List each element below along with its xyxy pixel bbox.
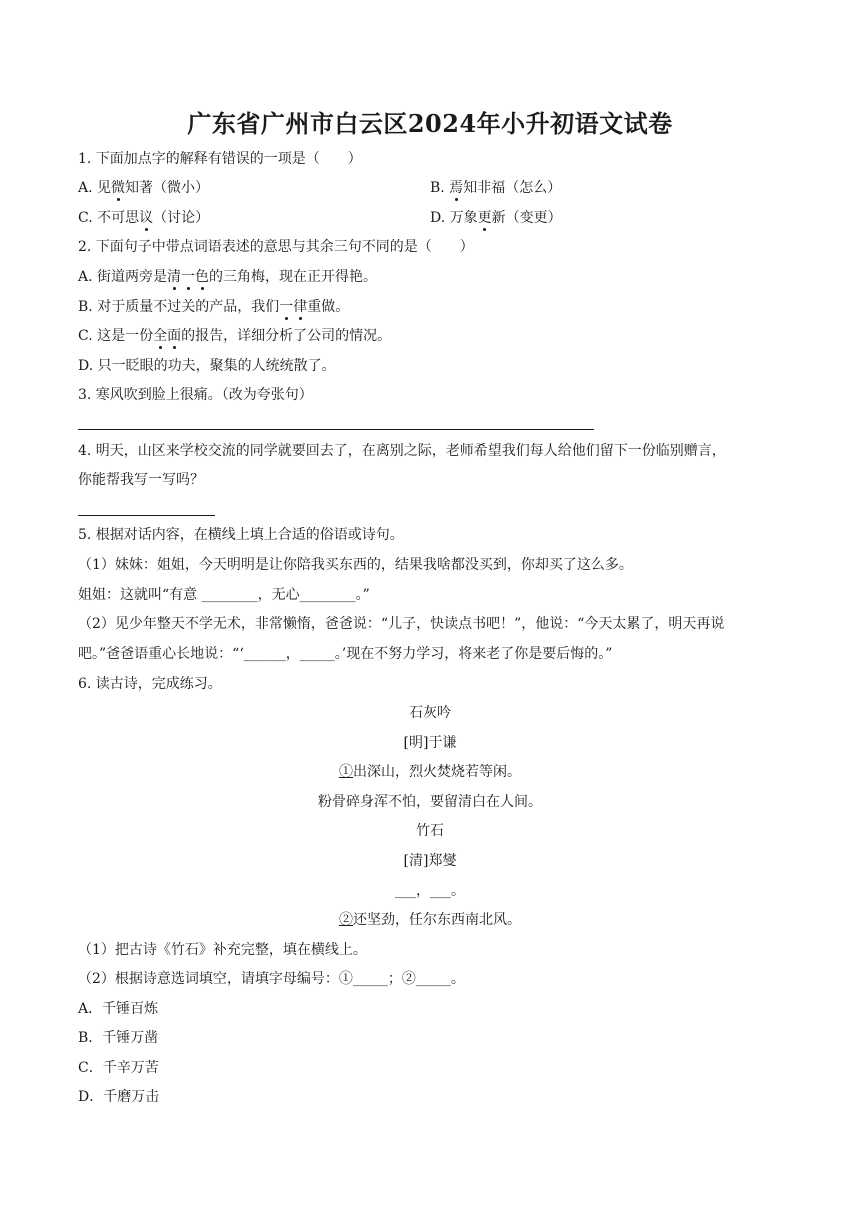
question-1-option-d: D. 万象更新（变更） <box>430 210 562 226</box>
question-2-option-a: A. 街道两旁是清一色的三角梅，现在正开得艳。 <box>78 269 378 285</box>
question-2-option-c: C. 这是一份全面的报告，详细分析了公司的情况。 <box>78 328 392 344</box>
question-1-stem: 1. 下面加点字的解释有错误的一项是（ ） <box>78 151 362 167</box>
question-6-stem: 6. 读古诗，完成练习。 <box>78 676 222 692</box>
poem-2-author: [清]郑燮 <box>403 853 457 869</box>
question-2-option-d: D. 只一眨眼的功夫，聚集的人统统散了。 <box>78 358 336 374</box>
poem-2-line-1: ___，___。 <box>395 883 465 899</box>
question-5-part-2: （2）见少年整天不学无术，非常懒惰，爸爸说：“儿子，快读点书吧！”，他说：“今天太累了，明天再说 <box>78 616 725 632</box>
question-1-option-c: C. 不可思议（讨论） <box>78 210 210 226</box>
question-5-part-1: （1）妹妹：姐姐，今天明明是让你陪我买东西的，结果我啥都没买到，你却买了这么多。 <box>78 557 633 573</box>
poem-2-title: 竹石 <box>416 823 444 839</box>
question-5-part-1-answer: 姐姐：这就叫“有意 ________，无心________。” <box>78 587 370 603</box>
answer-line-q3 <box>78 429 594 430</box>
question-6-sub-1: （1）把古诗《竹石》补充完整，填在横线上。 <box>78 942 367 958</box>
poem-2-line-2: ②还坚劲，任尔东西南北风。 <box>339 912 521 928</box>
option-c: C．千辛万苦 <box>78 1060 159 1076</box>
option-d: D．千磨万击 <box>78 1089 160 1105</box>
question-4-line-1: 4. 明天，山区来学校交流的同学就要回去了，在离别之际，老师希望我们每人给他们留下一份临别赠言， <box>78 443 726 459</box>
question-5-part-2-answer: 吧。”爸爸语重心长地说：“‘______，_____。’现在不努力学习，将来老了你是要后悔的。” <box>78 646 613 662</box>
poem-1-author: [明]于谦 <box>403 735 457 751</box>
question-5-stem: 5. 根据对话内容，在横线上填上合适的俗语或诗句。 <box>78 527 404 543</box>
question-1-option-b: B. 焉知非福（怎么） <box>430 180 562 196</box>
option-a: A．千锤百炼 <box>78 1001 159 1017</box>
answer-line-q4 <box>78 515 215 516</box>
question-1-option-a: A. 见微知著（微小） <box>78 180 210 196</box>
option-b: B．千锤万凿 <box>78 1030 159 1046</box>
question-2-stem: 2. 下面句子中带点词语表述的意思与其余三句不同的是（ ） <box>78 239 474 255</box>
question-2-option-b: B. 对于质量不过关的产品，我们一律重做。 <box>78 299 350 315</box>
poem-1-line-1: ①出深山，烈火焚烧若等闲。 <box>339 764 521 780</box>
poem-1-title: 石灰吟 <box>409 705 451 721</box>
poem-1-line-2: 粉骨碎身浑不怕，要留清白在人间。 <box>318 794 542 810</box>
question-3-stem: 3. 寒风吹到脸上很痛。（改为夸张句） <box>78 387 313 403</box>
question-6-sub-2: （2）根据诗意选词填空，请填字母编号：①_____；②_____。 <box>78 971 465 987</box>
page-title: 广东省广州市白云区2024年小升初语文试卷 <box>187 109 673 138</box>
question-4-line-2: 你能帮我写一写吗？ <box>78 472 204 488</box>
